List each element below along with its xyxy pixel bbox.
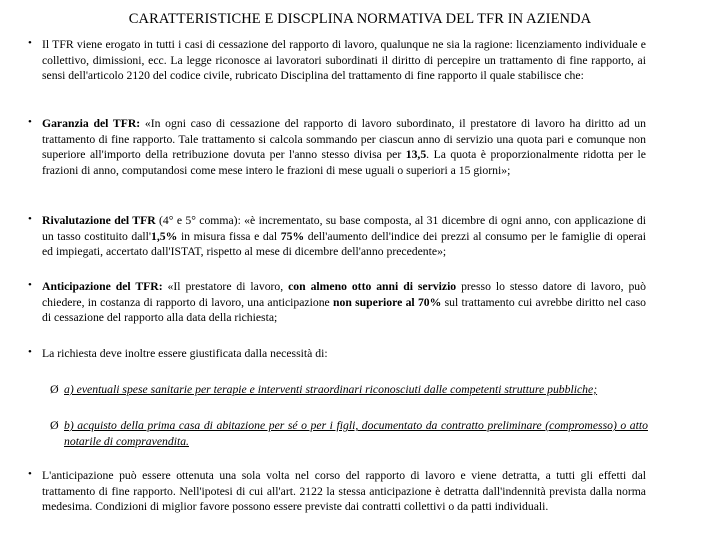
anticipazione-text-b: presso lo stesso datore di lavoro, può chiedere, in costanza di rapporto di lavoro, una anticipazione	[42, 280, 646, 309]
bullet: •	[28, 37, 32, 49]
rivalutazione-pct: 75%	[280, 229, 305, 243]
sub-paragraph-b: b) acquisto della prima casa di abitazione per sé o per i figli, documentato da contratto preliminare (compromesso) o atto notarile di compravendita.	[64, 419, 648, 448]
anticipazione-limit: non superiore al 70%	[333, 295, 442, 309]
paragraph-garanzia	[42, 116, 646, 178]
rivalutazione-text-c: dell'aumento dell'indice dei prezzi al consumo per le famiglie di operai ed impiegati, accertato dall'ISTAT, rispetto al mese di dicembre dell'anno precedente»;	[42, 229, 646, 258]
paragraph-rivalutazione	[42, 213, 646, 260]
paragraph-giustificata: La richiesta deve inoltre essere giustificata dalla necessità di:	[42, 347, 328, 360]
paragraph-intro: Il TFR viene erogato in tutti i casi di cessazione del rapporto di lavoro, qualunque ne sia la ragione: licenziamento individuale e collettivo, dimissioni, ecc. La legge riconosce ai lavoratori subordinati il diritto di percepire un trattamento di fine rapporto, ai sensi dell'articolo 2120 del codice civile, rubricato Disciplina del trattamento di fine rapporto il quale stabilisce che:	[42, 38, 646, 82]
rivalutazione-text-a: (4° e 5° comma): «è incrementato, su base composta, al 31 dicembre di ogni anno, con applicazione di un tasso costituito dall'	[42, 214, 646, 243]
bullet: •	[28, 213, 32, 225]
bullet: •	[28, 468, 32, 480]
rivalutazione-rate: 1,5%	[151, 229, 178, 243]
paragraph-anticipazione	[42, 279, 646, 326]
anticipazione-text-a: «Il prestatore di lavoro,	[162, 280, 289, 293]
rivalutazione-text-b: in misura fissa e dal	[177, 229, 281, 243]
arrow-bullet-icon: Ø	[50, 418, 59, 432]
arrow-bullet-icon: Ø	[50, 382, 59, 396]
rivalutazione-label: Rivalutazione del TFR	[42, 214, 156, 227]
page-title: CARATTERISTICHE E DISCPLINA NORMATIVA DEL TFR IN AZIENDA	[128, 11, 592, 27]
anticipazione-text-c: sul trattamento cui avrebbe diritto nel caso di cessazione del rapporto alla data della richiesta;	[42, 295, 646, 324]
garanzia-divisor: 13,5	[405, 148, 427, 161]
garanzia-text-a: «In ogni caso di cessazione del rapporto di lavoro subordinato, il prestatore di lavoro ha diritto ad un trattamento di fine rapporto. Tale trattamento si calcola sommando per ciascun anno di servizio una quota pari e comunque non superiore all'importo della retribuzione dovuta per l'anno stesso divisa per	[42, 117, 646, 161]
bullet: •	[28, 346, 32, 358]
anticipazione-condition: con almeno otto anni di servizio	[288, 280, 457, 293]
bullet: •	[28, 116, 32, 128]
garanzia-text-b: . La quota è proporzionalmente ridotta per le frazioni di anno, computandosi come mese intero le frazioni di mese uguali o superiori a 15 giorni»;	[42, 148, 646, 177]
bullet: •	[28, 279, 32, 291]
garanzia-label: Garanzia del TFR:	[42, 117, 141, 130]
paragraph-final: L'anticipazione può essere ottenuta una sola volta nel corso del rapporto di lavoro e viene detratta, a tutti gli effetti dal trattamento di fine rapporto. Nell'ipotesi di cui all'art. 2122 la stessa anticipazione è detratta dall'indennità prevista dalla norma medesima. Condizioni di miglior favore possono essere previste dai contratti collettivi o da patti individuali.	[42, 469, 646, 513]
sub-paragraph-a: a) eventuali spese sanitarie per terapie e interventi straordinari riconosciuti dalle competenti strutture pubbliche;	[64, 383, 598, 396]
anticipazione-label: Anticipazione del TFR:	[42, 280, 163, 293]
